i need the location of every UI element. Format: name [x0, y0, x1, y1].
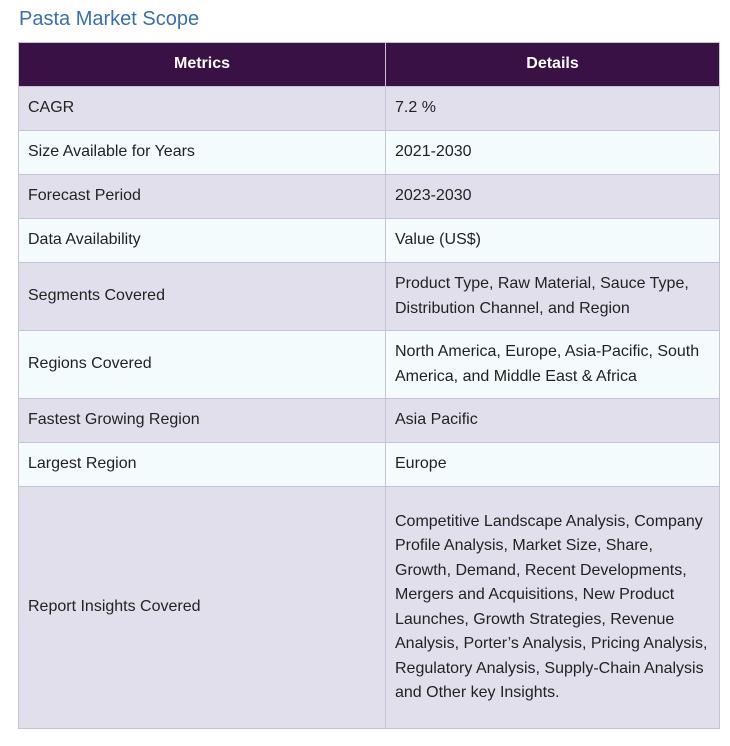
metric-cell: Size Available for Years — [19, 131, 386, 175]
metric-cell: Fastest Growing Region — [19, 399, 386, 443]
table-row — [19, 175, 720, 219]
metrics-header: Metrics — [19, 43, 386, 87]
detail-cell: 7.2 % — [386, 87, 720, 131]
metric-cell: Regions Covered — [19, 331, 386, 399]
table-row — [19, 487, 720, 729]
table-row — [19, 263, 720, 331]
table-header-row — [19, 43, 720, 87]
table-row — [19, 443, 720, 487]
table-row — [19, 219, 720, 263]
table-row — [19, 131, 720, 175]
detail-cell: North America, Europe, Asia-Pacific, South America, and Middle East & Africa — [386, 331, 720, 399]
detail-cell: 2021-2030 — [386, 131, 720, 175]
detail-cell: Value (US$) — [386, 219, 720, 263]
metric-cell: Forecast Period — [19, 175, 386, 219]
detail-cell: Product Type, Raw Material, Sauce Type, Distribution Channel, and Region — [386, 263, 720, 331]
detail-cell: Competitive Landscape Analysis, Company Profile Analysis, Market Size, Share, Growth, Demand, Recent Developments, Mergers and Acquisitions, New Product Launches, Growth Strategies, Revenue Analysis, Porter’s Analysis, Pricing Analysis, Regulatory Analysis, Supply-Chain Analysis and Other key Insights. — [386, 487, 720, 729]
table-row — [19, 87, 720, 131]
metric-cell: Segments Covered — [19, 263, 386, 331]
detail-cell: 2023-2030 — [386, 175, 720, 219]
metric-cell: Data Availability — [19, 219, 386, 263]
table-row — [19, 331, 720, 399]
metric-cell: CAGR — [19, 87, 386, 131]
detail-cell: Asia Pacific — [386, 399, 720, 443]
metric-cell: Report Insights Covered — [19, 487, 386, 729]
detail-cell: Europe — [386, 443, 720, 487]
metric-cell: Largest Region — [19, 443, 386, 487]
details-header: Details — [386, 43, 720, 87]
page-title: Pasta Market Scope — [19, 8, 200, 30]
table-row — [19, 399, 720, 443]
market-scope-table — [18, 42, 720, 729]
